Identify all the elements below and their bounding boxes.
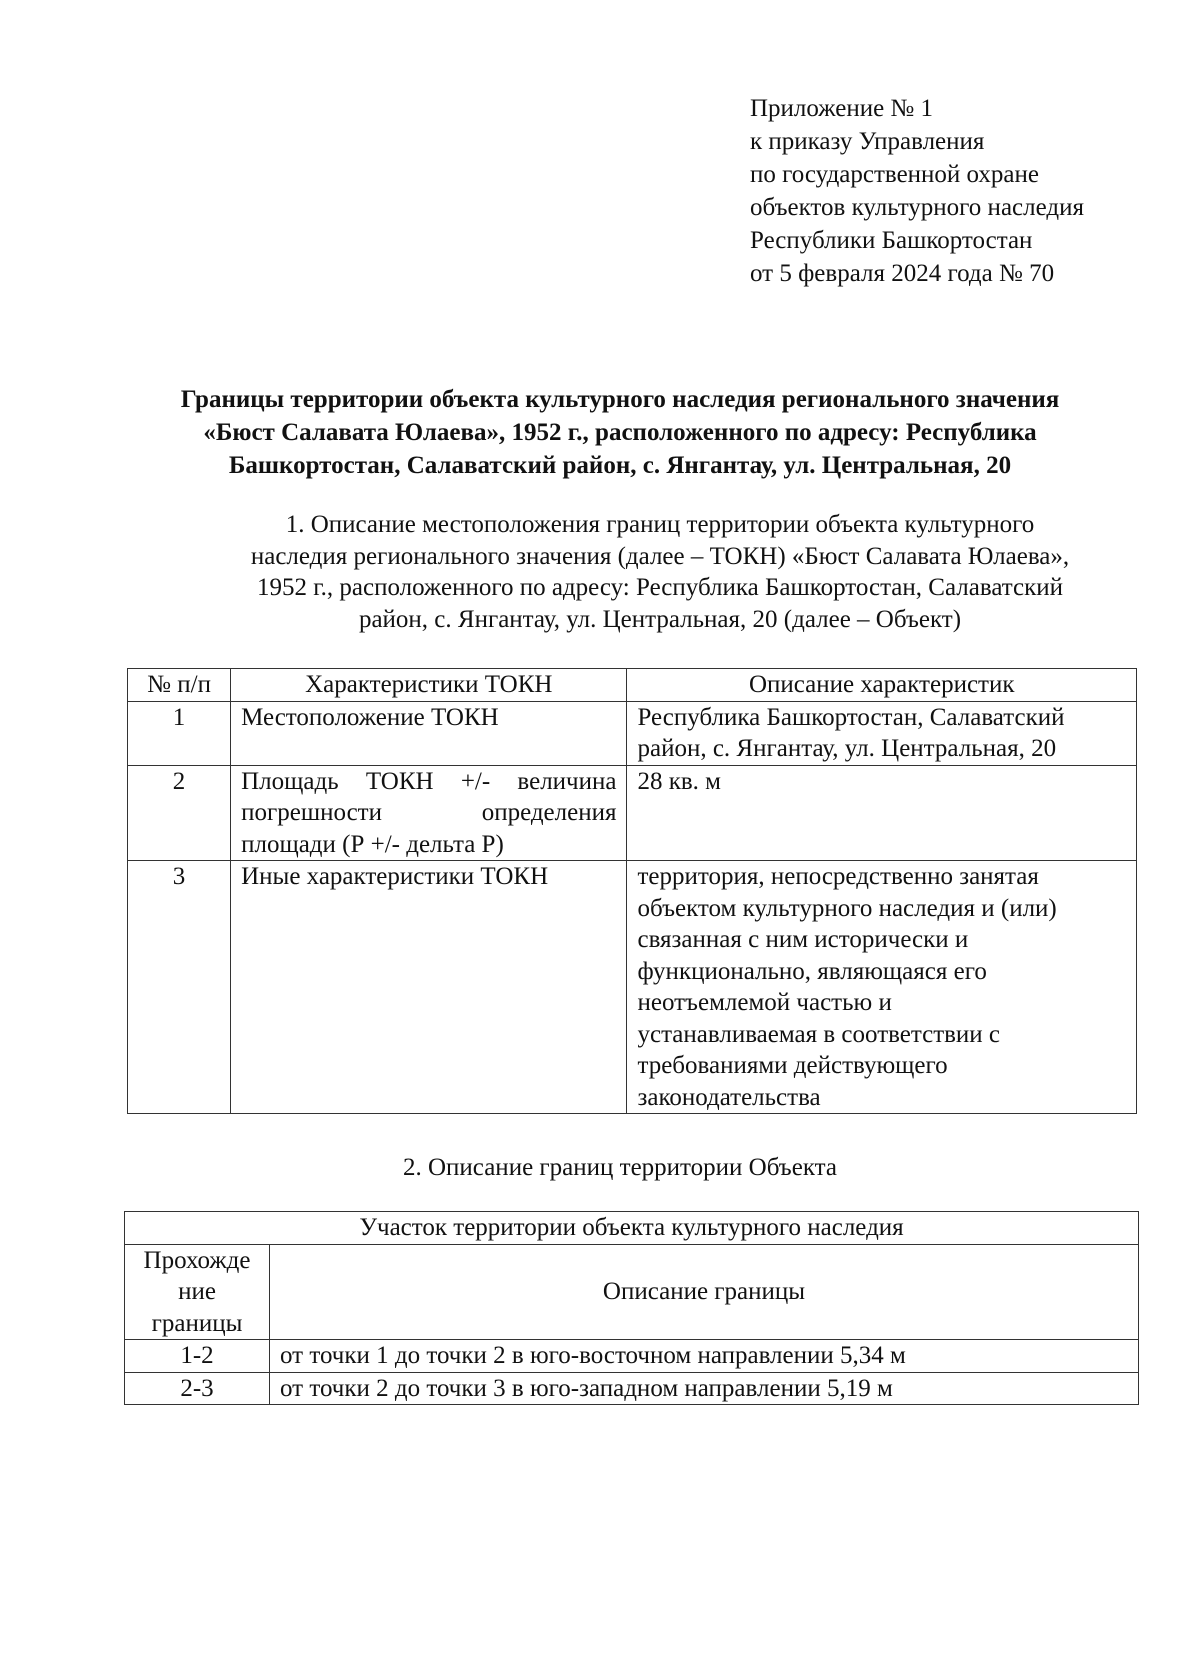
row-characteristic (231, 765, 627, 861)
table-row (125, 1340, 1139, 1373)
table-row (128, 765, 1137, 861)
appendix-line: Республики Башкортостан (750, 227, 1033, 254)
description-line: неотъемлемой частью и (637, 989, 892, 1016)
table-row (128, 861, 1137, 1114)
table-caption: Участок территории объекта культурного наследия (125, 1212, 1139, 1245)
description-line: объектом культурного наследия и (или) (637, 894, 1057, 922)
characteristics-table (127, 668, 1137, 1114)
description-line: функционально, являющаяся его (637, 957, 987, 985)
row-description (627, 701, 1137, 765)
header-border-description: Описание границы (270, 1244, 1139, 1340)
table-header-row (125, 1244, 1139, 1340)
appendix-line: к приказу Управления (750, 128, 985, 155)
table-row (125, 1372, 1139, 1405)
section-2-heading: 2. Описание границ территории Объекта (403, 1154, 837, 1181)
row-description (627, 861, 1137, 1114)
description-line: устанавливаемая в соответствии с (637, 1020, 1001, 1048)
title-line: Границы территории объекта культурного наследия регионального значения (180, 386, 1060, 413)
characteristic-line: площади (Р +/- дельта Р) (241, 830, 504, 858)
section-1-line: район, с. Янгантау, ул. Центральная, 20 (далее – Объект) (358, 605, 962, 633)
border-pass: 1-2 (125, 1340, 270, 1373)
header-line: Прохожде (143, 1246, 251, 1274)
characteristic-line: Площадь ТОКН +/- величина (241, 767, 617, 795)
border-pass: 2-3 (125, 1372, 270, 1405)
description-line: связанная с ним исторически и (637, 926, 969, 953)
table-row (128, 701, 1137, 765)
description-line: требованиями действующего (637, 1052, 948, 1079)
header-number: № п/п (128, 669, 231, 702)
document-title (100, 383, 1140, 482)
header-line: ние (178, 1278, 216, 1305)
section-1-heading (180, 509, 1140, 635)
appendix-line: Приложение № 1 (750, 95, 934, 122)
border-description: от точки 2 до точки 3 в юго-западном направлении 5,19 м (270, 1372, 1139, 1405)
section-1-line: наследия регионального значения (далее – ТОКН) «Бюст Салавата Юлаева», (250, 542, 1070, 570)
description-line: Республика Башкортостан, Салаватский (637, 703, 1065, 731)
description-line: район, с. Янгантау, ул. Центральная, 20 (637, 735, 1057, 762)
row-number: 3 (128, 861, 231, 1114)
row-characteristic: Местоположение ТОКН (231, 701, 627, 765)
appendix-block (750, 92, 1170, 290)
appendix-line: объектов культурного наследия (750, 194, 1084, 221)
row-number: 2 (128, 765, 231, 861)
border-description: от точки 1 до точки 2 в юго-восточном направлении 5,34 м (270, 1340, 1139, 1373)
border-description-table (124, 1211, 1139, 1405)
description-line: законодательства (637, 1083, 821, 1111)
header-border-pass (125, 1244, 270, 1340)
section-1-line: 1952 г., расположенного по адресу: Республика Башкортостан, Салаватский (257, 574, 1063, 601)
header-characteristics: Характеристики ТОКН (231, 669, 627, 702)
row-description: 28 кв. м (627, 765, 1137, 861)
description-line: территория, непосредственно занятая (637, 863, 1039, 890)
title-line: Башкортостан, Салаватский район, с. Янгантау, ул. Центральная, 20 (228, 452, 1012, 479)
row-number: 1 (128, 701, 231, 765)
appendix-line: от 5 февраля 2024 года № 70 (750, 260, 1055, 287)
table-header-row (128, 669, 1137, 702)
characteristic-line: погрешности определения (241, 799, 617, 826)
header-line: границы (151, 1309, 243, 1337)
appendix-line: по государственной охране (750, 161, 1040, 188)
section-1-line: 1. Описание местоположения границ территории объекта культурного (285, 511, 1035, 538)
row-characteristic: Иные характеристики ТОКН (231, 861, 627, 1114)
table-caption-row (125, 1212, 1139, 1245)
title-line: «Бюст Салавата Юлаева», 1952 г., расположенного по адресу: Республика (203, 419, 1037, 446)
header-description: Описание характеристик (627, 669, 1137, 702)
